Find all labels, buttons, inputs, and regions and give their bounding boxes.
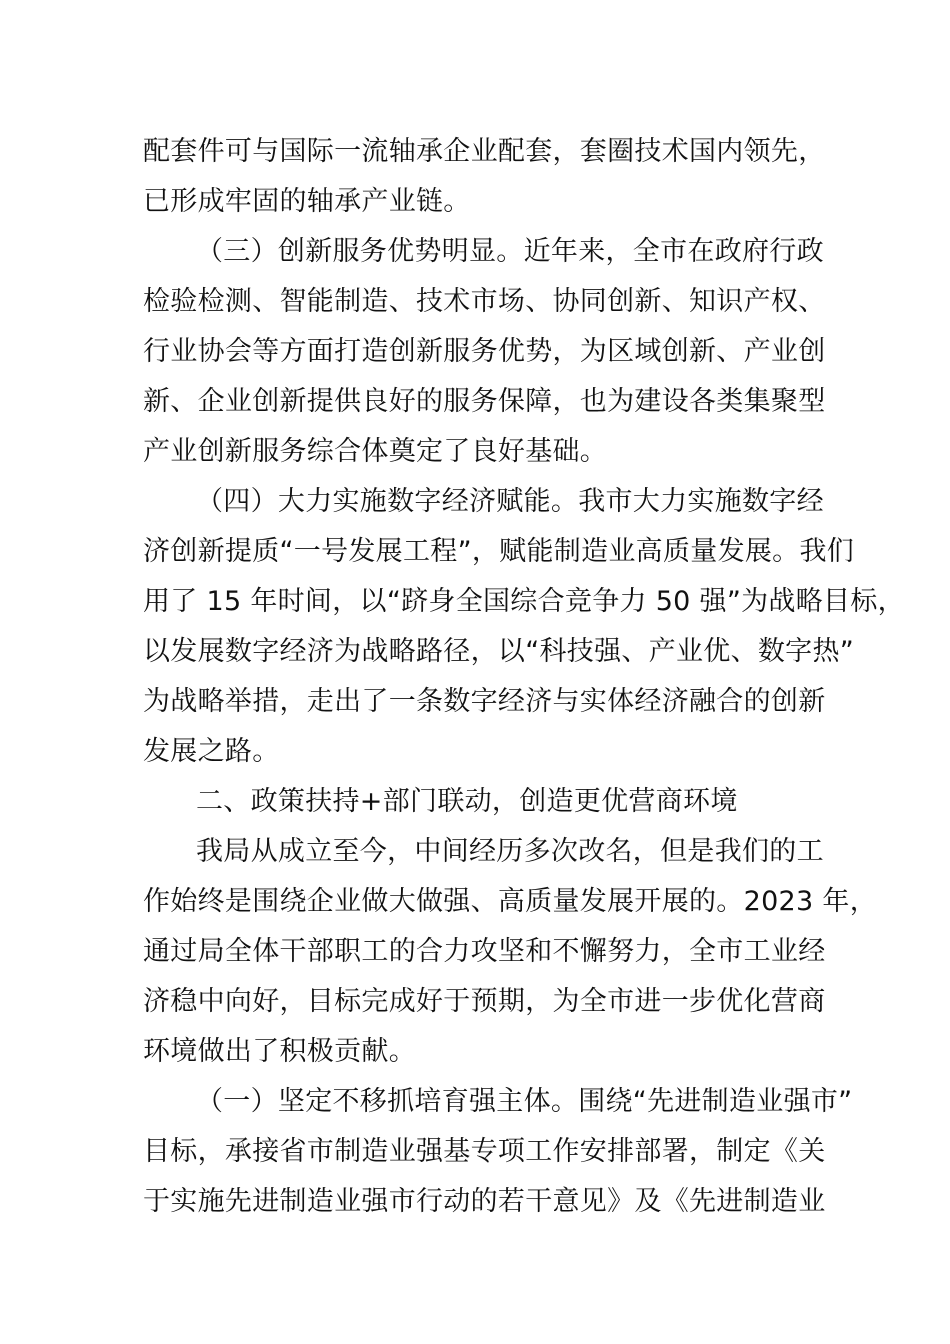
text-line: 产业创新服务综合体奠定了良好基础。 <box>143 436 608 467</box>
text-line: 检验检测、智能制造、技术市场、协同创新、知识产权、 <box>143 286 826 317</box>
text-line: 发展之路。 <box>143 736 280 767</box>
text-line: 通过局全体干部职工的合力攻坚和不懈努力，全市工业经 <box>143 936 826 967</box>
text-line: 用了 15 年时间，以“跻身全国综合竞争力 50 强”为战略目标， <box>143 586 905 617</box>
text-line: 为战略举措，走出了一条数字经济与实体经济融合的创新 <box>143 686 826 717</box>
text-line: 配套件可与国际一流轴承企业配套，套圈技术国内领先， <box>143 136 826 167</box>
section-heading-4: （四）大力实施数字经济赋能。我市大力实施数字经 <box>196 486 824 517</box>
text-line: 新、企业创新提供良好的服务保障，也为建设各类集聚型 <box>143 386 826 417</box>
section-heading-1: （一）坚定不移抓培育强主体。围绕“先进制造业强市” <box>196 1086 853 1117</box>
section-heading-2: 二、政策扶持+部门联动，创造更优营商环境 <box>196 786 738 817</box>
text-line: 已形成牢固的轴承产业链。 <box>143 186 471 217</box>
text-line: 目标，承接省市制造业强基专项工作安排部署，制定《关 <box>143 1136 826 1167</box>
text-line: 济稳中向好，目标完成好于预期，为全市进一步优化营商 <box>143 986 826 1017</box>
text-line: 以发展数字经济为战略路径，以“科技强、产业优、数字热” <box>143 636 855 667</box>
text-line: 环境做出了积极贡献。 <box>143 1036 416 1067</box>
text-line: 济创新提质“一号发展工程”，赋能制造业高质量发展。我们 <box>143 536 855 567</box>
text-line: 于实施先进制造业强市行动的若干意见》及《先进制造业 <box>143 1186 826 1217</box>
text-line: 行业协会等方面打造创新服务优势，为区域创新、产业创 <box>143 336 826 367</box>
text-line: 我局从成立至今，中间经历多次改名，但是我们的工 <box>196 836 824 867</box>
text-line: 作始终是围绕企业做大做强、高质量发展开展的。2023 年， <box>143 886 877 917</box>
section-heading-3: （三）创新服务优势明显。近年来，全市在政府行政 <box>196 236 824 267</box>
